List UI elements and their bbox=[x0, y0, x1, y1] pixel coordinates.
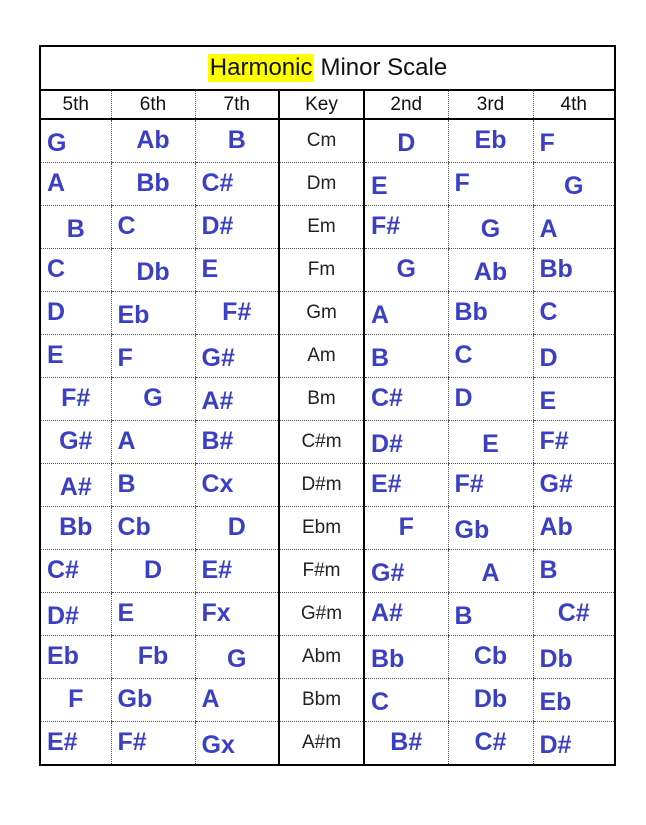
table-row bbox=[41, 162, 614, 205]
cell-7th: B# bbox=[195, 420, 279, 463]
table-row bbox=[41, 205, 614, 248]
cell-5th: F# bbox=[41, 377, 111, 420]
title-highlighted-word: Harmonic bbox=[209, 54, 313, 81]
cell-5th: G# bbox=[41, 420, 111, 463]
cell-5th: Eb bbox=[41, 635, 111, 678]
table-row bbox=[41, 119, 614, 162]
cell-4th: E bbox=[533, 377, 614, 420]
cell-6th: F bbox=[111, 334, 195, 377]
cell-4th: F bbox=[533, 119, 614, 162]
column-header-7th: 7th bbox=[195, 91, 279, 119]
cell-5th: B bbox=[41, 205, 111, 248]
cell-key: F#m bbox=[279, 549, 364, 592]
cell-4th: B bbox=[533, 549, 614, 592]
cell-7th: Fx bbox=[195, 592, 279, 635]
cell-5th: E bbox=[41, 334, 111, 377]
cell-2nd: G# bbox=[364, 549, 448, 592]
cell-4th: C# bbox=[533, 592, 614, 635]
cell-7th: E bbox=[195, 248, 279, 291]
cell-key: Bbm bbox=[279, 678, 364, 721]
table-row bbox=[41, 463, 614, 506]
cell-2nd: Bb bbox=[364, 635, 448, 678]
cell-2nd: A bbox=[364, 291, 448, 334]
cell-6th: B bbox=[111, 463, 195, 506]
cell-4th: G# bbox=[533, 463, 614, 506]
cell-3rd: G bbox=[448, 205, 533, 248]
scale-table bbox=[41, 91, 614, 764]
cell-4th: C bbox=[533, 291, 614, 334]
cell-3rd: C# bbox=[448, 721, 533, 764]
cell-5th: D# bbox=[41, 592, 111, 635]
cell-2nd: C# bbox=[364, 377, 448, 420]
cell-7th: D# bbox=[195, 205, 279, 248]
chart-title bbox=[41, 47, 614, 91]
header-row bbox=[41, 91, 614, 119]
column-header-3rd: 3rd bbox=[448, 91, 533, 119]
cell-7th: D bbox=[195, 506, 279, 549]
cell-5th: F bbox=[41, 678, 111, 721]
cell-key: Fm bbox=[279, 248, 364, 291]
cell-key: G#m bbox=[279, 592, 364, 635]
cell-7th: C# bbox=[195, 162, 279, 205]
cell-2nd: C bbox=[364, 678, 448, 721]
cell-7th: G# bbox=[195, 334, 279, 377]
cell-5th: Bb bbox=[41, 506, 111, 549]
cell-key: Dm bbox=[279, 162, 364, 205]
cell-3rd: Bb bbox=[448, 291, 533, 334]
cell-6th: Db bbox=[111, 248, 195, 291]
cell-2nd: D# bbox=[364, 420, 448, 463]
cell-2nd: A# bbox=[364, 592, 448, 635]
cell-2nd: F bbox=[364, 506, 448, 549]
column-header-6th: 6th bbox=[111, 91, 195, 119]
cell-7th: E# bbox=[195, 549, 279, 592]
cell-3rd: A bbox=[448, 549, 533, 592]
cell-3rd: D bbox=[448, 377, 533, 420]
cell-3rd: Db bbox=[448, 678, 533, 721]
cell-3rd: Ab bbox=[448, 248, 533, 291]
cell-5th: D bbox=[41, 291, 111, 334]
cell-5th: C# bbox=[41, 549, 111, 592]
cell-7th: A# bbox=[195, 377, 279, 420]
cell-4th: D# bbox=[533, 721, 614, 764]
cell-6th: C bbox=[111, 205, 195, 248]
cell-7th: Cx bbox=[195, 463, 279, 506]
cell-4th: Eb bbox=[533, 678, 614, 721]
cell-5th: A bbox=[41, 162, 111, 205]
cell-3rd: Eb bbox=[448, 119, 533, 162]
cell-2nd: E bbox=[364, 162, 448, 205]
cell-key: Am bbox=[279, 334, 364, 377]
table-row bbox=[41, 592, 614, 635]
cell-2nd: E# bbox=[364, 463, 448, 506]
cell-6th: Fb bbox=[111, 635, 195, 678]
cell-4th: Db bbox=[533, 635, 614, 678]
table-row bbox=[41, 506, 614, 549]
cell-3rd: Gb bbox=[448, 506, 533, 549]
cell-key: A#m bbox=[279, 721, 364, 764]
cell-key: Cm bbox=[279, 119, 364, 162]
cell-7th: Gx bbox=[195, 721, 279, 764]
cell-7th: B bbox=[195, 119, 279, 162]
cell-6th: F# bbox=[111, 721, 195, 764]
cell-6th: G bbox=[111, 377, 195, 420]
cell-3rd: F bbox=[448, 162, 533, 205]
cell-2nd: D bbox=[364, 119, 448, 162]
cell-4th: D bbox=[533, 334, 614, 377]
cell-key: Bm bbox=[279, 377, 364, 420]
cell-3rd: F# bbox=[448, 463, 533, 506]
cell-3rd: C bbox=[448, 334, 533, 377]
cell-4th: G bbox=[533, 162, 614, 205]
table-row bbox=[41, 721, 614, 764]
cell-key: D#m bbox=[279, 463, 364, 506]
cell-4th: Bb bbox=[533, 248, 614, 291]
cell-key: Gm bbox=[279, 291, 364, 334]
cell-5th: E# bbox=[47, 728, 78, 757]
cell-5th: C bbox=[41, 248, 111, 291]
table-row bbox=[41, 377, 614, 420]
cell-3rd: B bbox=[448, 592, 533, 635]
table-row bbox=[41, 635, 614, 678]
column-header-5th: 5th bbox=[41, 91, 111, 119]
cell-7th: F# bbox=[195, 291, 279, 334]
cell-key: Em bbox=[279, 205, 364, 248]
cell-6th: E bbox=[111, 592, 195, 635]
cell-6th: A bbox=[111, 420, 195, 463]
cell-key: Abm bbox=[279, 635, 364, 678]
title-rest: Minor Scale bbox=[320, 54, 448, 81]
cell-2nd: B# bbox=[364, 721, 448, 764]
cell-7th: A bbox=[195, 678, 279, 721]
cell-2nd: B bbox=[364, 334, 448, 377]
table-body bbox=[41, 119, 614, 764]
cell-6th: Gb bbox=[111, 678, 195, 721]
table-row bbox=[41, 678, 614, 721]
cell-key: Ebm bbox=[279, 506, 364, 549]
cell-5th: A# bbox=[41, 463, 111, 506]
table-row bbox=[41, 420, 614, 463]
table-row bbox=[41, 248, 614, 291]
cell-4th: Ab bbox=[533, 506, 614, 549]
cell-2nd: G bbox=[364, 248, 448, 291]
cell-6th: Ab bbox=[111, 119, 195, 162]
cell-4th: F# bbox=[533, 420, 614, 463]
table-row bbox=[41, 291, 614, 334]
cell-2nd: F# bbox=[364, 205, 448, 248]
scale-chart bbox=[39, 45, 616, 766]
cell-6th: Eb bbox=[111, 291, 195, 334]
cell-6th: Bb bbox=[111, 162, 195, 205]
cell-3rd: E bbox=[448, 420, 533, 463]
column-header-2nd: 2nd bbox=[364, 91, 448, 119]
cell-key: C#m bbox=[279, 420, 364, 463]
cell-6th: D bbox=[111, 549, 195, 592]
cell-7th: G bbox=[195, 635, 279, 678]
cell-5th: G bbox=[41, 119, 111, 162]
column-header-4th: 4th bbox=[533, 91, 614, 119]
table-row bbox=[41, 549, 614, 592]
cell-4th: A bbox=[533, 205, 614, 248]
table-row bbox=[41, 334, 614, 377]
cell-6th: Cb bbox=[111, 506, 195, 549]
cell-3rd: Cb bbox=[448, 635, 533, 678]
column-header-key: Key bbox=[279, 91, 364, 119]
